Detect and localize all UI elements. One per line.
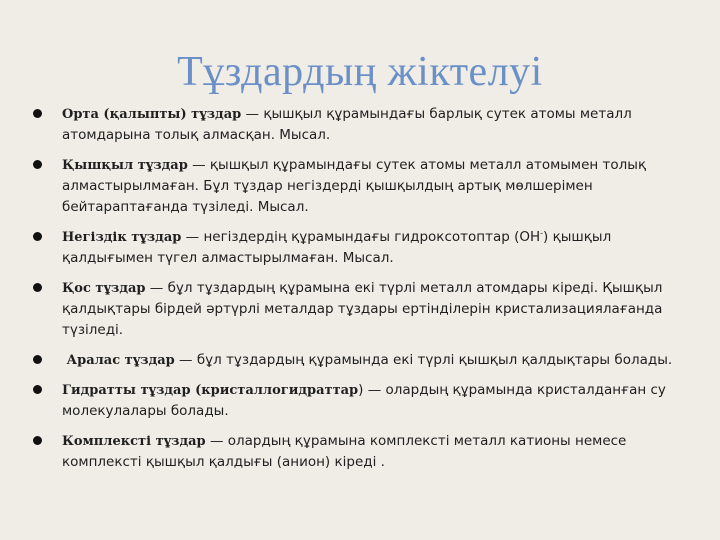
- item-term: Аралас тұздар: [62, 353, 175, 368]
- item-term: Қос тұздар: [62, 281, 146, 296]
- list-item: [30, 104, 680, 146]
- item-text: — олардың құрамына комплексті металл катионы немесе комплексті қышқыл қалдығы (анион) кіреді .: [62, 433, 627, 470]
- item-text-after: ) қышқыл қалдығымен түгел алмастырылмаған. Мысал.: [62, 229, 612, 266]
- list-item: [30, 227, 680, 269]
- list-item: [30, 350, 680, 371]
- item-text: — қышқыл құрамындағы барлық сутек атомы металл атомдарына толық алмасқан. Мысал.: [62, 106, 632, 143]
- bullet-icon: [33, 385, 42, 394]
- item-term: Комплексті тұздар: [62, 434, 206, 449]
- item-term: Орта (қалыпты) тұздар: [62, 107, 242, 122]
- item-term: Гидратты тұздар (кристаллогидраттар: [62, 383, 359, 398]
- bullet-icon: [33, 232, 42, 241]
- item-text: — бұл тұздардың құрамына екі түрлі металл атомдары кіреді. Қышқыл қалдықтары бірдей әртүрлі металдар тұздары ертінділерін кристализациялағанда түзіледі.: [62, 280, 663, 338]
- item-text: ) — олардың құрамында кристалданған су молекулалары болады.: [62, 382, 666, 419]
- item-text-before: — негіздердің құрамындағы гидроксотоптар (OH: [181, 229, 541, 245]
- bullet-icon: [33, 355, 42, 364]
- superscript-minus: -: [540, 228, 544, 238]
- slide-title: Тұздардың жіктелуі: [177, 49, 543, 95]
- list-item: [30, 380, 680, 422]
- bullet-icon: [33, 109, 42, 118]
- list-item: [30, 431, 680, 473]
- list-item: [30, 155, 680, 218]
- list-item: [30, 278, 680, 341]
- item-term: Негіздік тұздар: [62, 230, 182, 245]
- bullet-icon: [33, 283, 42, 292]
- bullet-icon: [33, 436, 42, 445]
- item-text: — қышқыл құрамындағы сутек атомы металл атомымен толық алмастырылмаған. Бұл тұздар негіздерді қышқылдың артық мөлшерімен бейтараптағанда түзіледі. Мысал.: [62, 157, 647, 215]
- salt-classification-list: [30, 104, 680, 482]
- bullet-icon: [33, 160, 42, 169]
- item-term: Қышқыл тұздар: [62, 158, 188, 173]
- item-text: — бұл тұздардың құрамында екі түрлі қышқыл қалдықтары болады.: [174, 352, 673, 368]
